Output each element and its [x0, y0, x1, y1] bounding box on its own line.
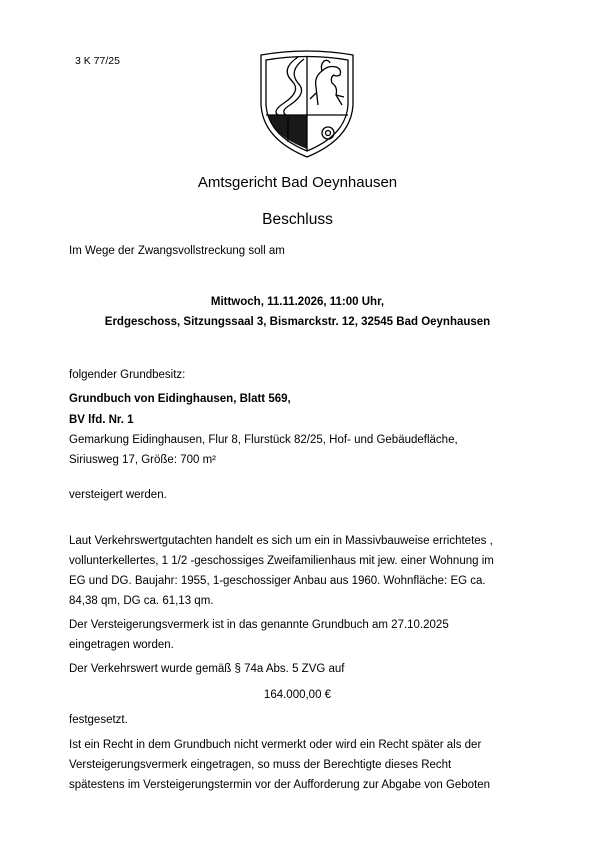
gemarkung-line-2: Siriusweg 17, Größe: 700 m²: [69, 454, 217, 466]
gutachten-line-3: EG und DG. Baujahr: 1955, 1-geschossiger Anbau aus 1960. Wohnfläche: EG ca.: [69, 575, 486, 587]
coat-of-arms-icon: [258, 47, 356, 159]
document-title: Beschluss: [262, 211, 333, 228]
gutachten-line-4: 84,38 qm, DG ca. 61,13 qm.: [69, 595, 214, 607]
auction-date: Mittwoch, 11.11.2026, 11:00 Uhr,: [210, 296, 385, 308]
court-name: Amtsgericht Bad Oeynhausen: [197, 174, 398, 191]
recht-line-2: Versteigerungsvermerk eingetragen, so muss der Berechtigte dieses Recht: [69, 759, 452, 771]
festgesetzt-text: festgesetzt.: [69, 714, 128, 726]
property-intro: folgender Grundbesitz:: [69, 369, 186, 381]
versteigert-text: versteigert werden.: [69, 489, 167, 501]
vermerk-line-1: Der Versteigerungsvermerk ist in das genannte Grundbuch am 27.10.2025: [69, 619, 449, 631]
gutachten-line-1: Laut Verkehrswertgutachten handelt es sich um ein in Massivbauweise errichtetes ,: [69, 535, 493, 547]
recht-line-3: spätestens im Versteigerungstermin vor der Aufforderung zur Abgabe von Geboten: [69, 779, 491, 791]
case-number: 3 K 77/25: [75, 55, 120, 67]
verkehrswert-value: 164.000,00 €: [263, 689, 332, 701]
grundbuch-line: Grundbuch von Eidinghausen, Blatt 569,: [69, 393, 291, 405]
recht-line-1: Ist ein Recht in dem Grundbuch nicht vermerkt oder wird ein Recht später als der: [69, 739, 482, 751]
bv-line: BV lfd. Nr. 1: [69, 414, 134, 426]
gutachten-line-2: vollunterkellertes, 1 1/2 -geschossiges Zweifamilienhaus mit jew. einer Wohnung im: [69, 555, 494, 567]
gemarkung-line-1: Gemarkung Eidinghausen, Flur 8, Flurstück 82/25, Hof- und Gebäudefläche,: [69, 434, 458, 446]
auction-location: Erdgeschoss, Sitzungssaal 3, Bismarckstr. 12, 32545 Bad Oeynhausen: [104, 316, 491, 328]
vermerk-line-2: eingetragen worden.: [69, 639, 174, 651]
intro-text: Im Wege der Zwangsvollstreckung soll am: [69, 245, 285, 257]
verkehrswert-intro: Der Verkehrswert wurde gemäß § 74a Abs. 5 ZVG auf: [69, 663, 345, 675]
